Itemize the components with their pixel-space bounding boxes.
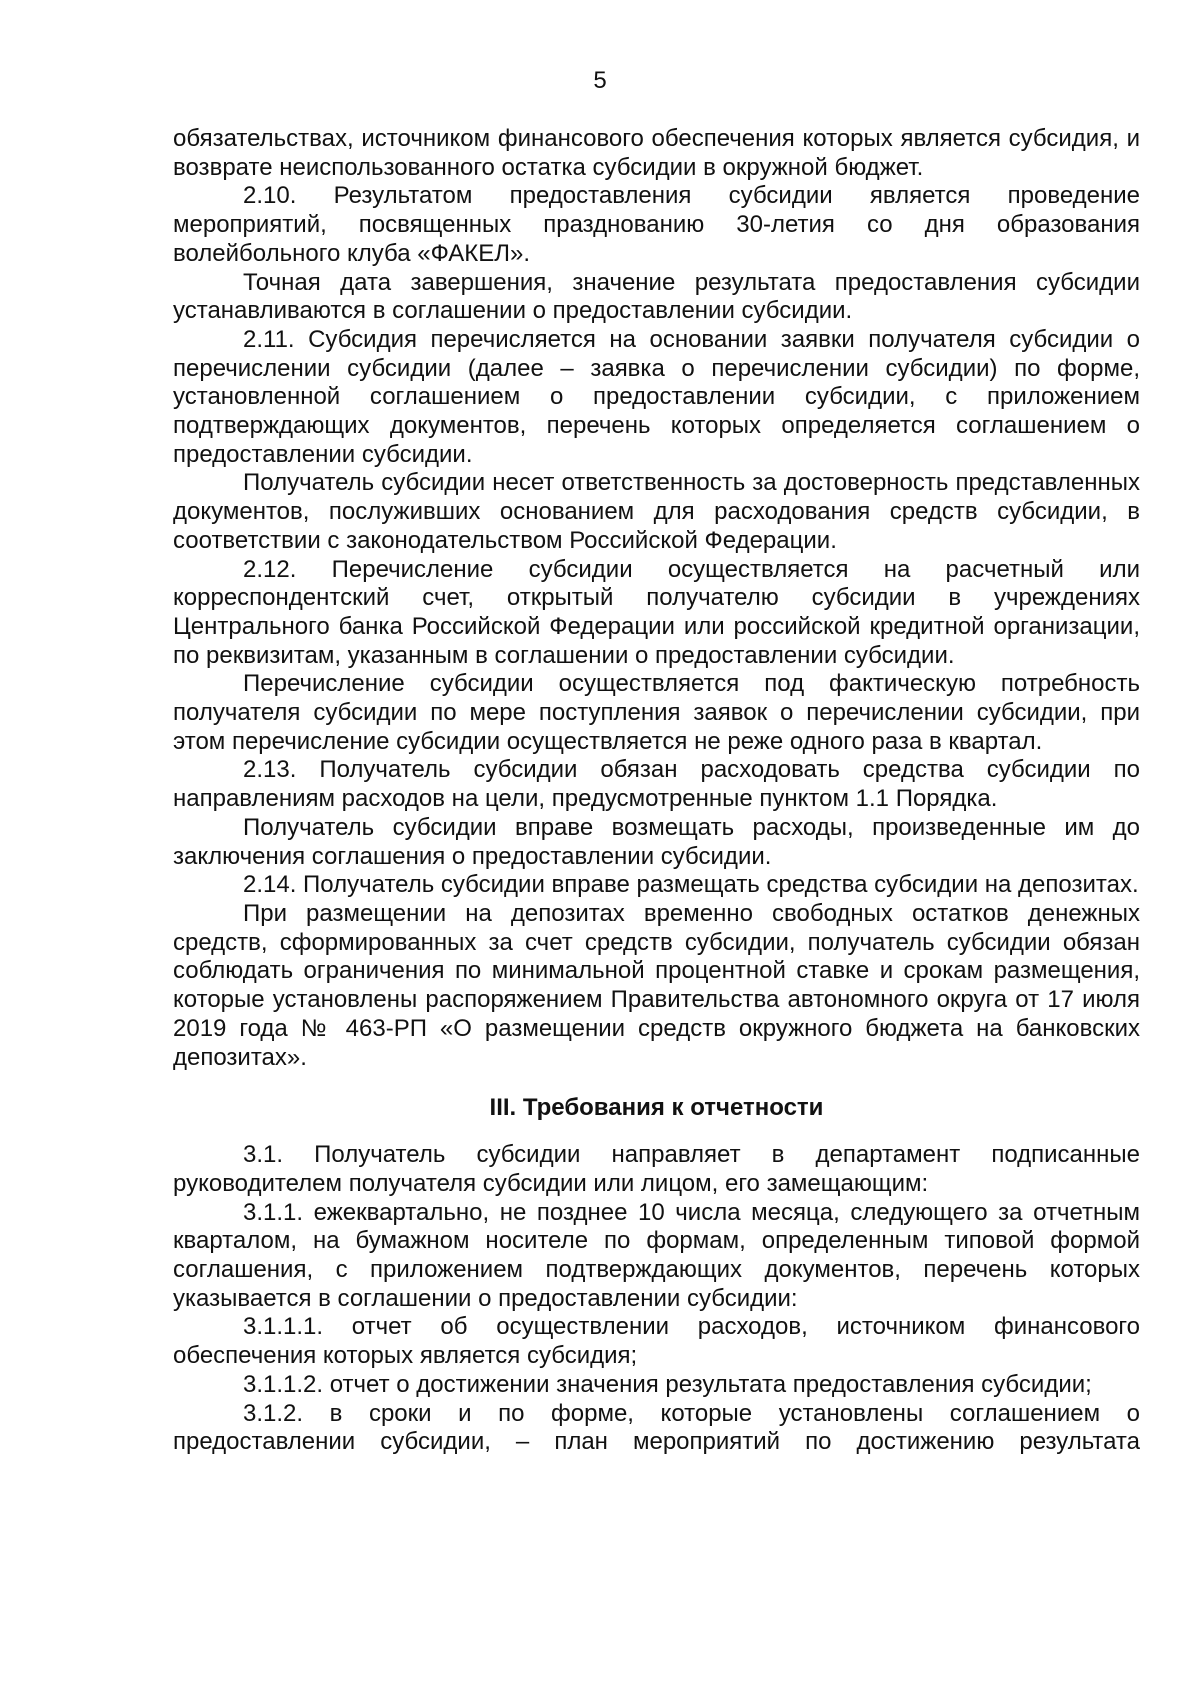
- section-three-text: [173, 1141, 1140, 1457]
- paragraph: 3.1. Получатель субсидии направляет в департамент подписанные руководителем получателя субсидии или лицом, его замещающим:: [173, 1141, 1140, 1197]
- section-heading: III. Требования к отчетности: [489, 1094, 824, 1122]
- paragraph: Получатель субсидии вправе возмещать расходы, произведенные им до заключения соглашения о предоставлении субсидии.: [173, 813, 1140, 870]
- paragraph: Получатель субсидии несет ответственность за достоверность представленных документов, послуживших основанием для расходования средств субсидии, в соответствии с законодательством Российской Федерации.: [173, 469, 1140, 554]
- paragraph: 2.11. Субсидия перечисляется на основании заявки получателя субсидии о перечислении субсидии (далее – заявка о перечислении субсидии) по форме, установленной соглашением о предоставлении субсидии, с приложением подтверждающих документов, перечень которых определяется соглашением о предоставлении субсидии.: [173, 325, 1140, 468]
- section-two-text: [173, 125, 1140, 1072]
- page-number: 5: [593, 67, 607, 94]
- paragraph: 3.1.1. ежеквартально, не позднее 10 числа месяца, следующего за отчетным кварталом, на бумажном носителе по формам, определенным типовой формой соглашения, с приложением подтверждающих документов, перечень которых указывается в соглашении о предоставлении субсидии:: [173, 1198, 1140, 1312]
- paragraph: Перечисление субсидии осуществляется под фактическую потребность получателя субсидии по мере поступления заявок о перечислении субсидии, при этом перечисление субсидии осуществляется не реже одного раза в квартал.: [173, 670, 1140, 755]
- paragraph: Точная дата завершения, значение результата предоставления субсидии устанавливаются в соглашении о предоставлении субсидии.: [173, 268, 1140, 325]
- paragraph: 3.1.2. в сроки и по форме, которые установлены соглашением о предоставлении субсидии, – план мероприятий по достижению результата: [173, 1399, 1140, 1456]
- paragraph: 2.14. Получатель субсидии вправе размещать средства субсидии на депозитах.: [243, 871, 1139, 899]
- paragraph: 2.10. Результатом предоставления субсидии является проведение мероприятий, посвященных празднованию 30-летия со дня образования волейбольного клуба «ФАКЕЛ».: [173, 182, 1140, 267]
- document-body: [173, 125, 1140, 1457]
- paragraph: При размещении на депозитах временно свободных остатков денежных средств, сформированных за счет средств субсидии, получатель субсидии обязан соблюдать ограничения по минимальной процентной ставке и срокам размещения, которые установлены распоряжением Правительства автономного округа от 17 июля 2019 года № 463-РП «О размещении средств окружного бюджета на банковских депозитах».: [173, 899, 1140, 1071]
- paragraph: 2.12. Перечисление субсидии осуществляется на расчетный или корреспондентский счет, открытый получателю субсидии в учреждениях Центрального банка Российской Федерации или российской кредитной организации, по реквизитам, указанным в соглашении о предоставлении субсидии.: [173, 555, 1140, 669]
- paragraph: 3.1.1.2. отчет о достижении значения результата предоставления субсидии;: [243, 1370, 1092, 1398]
- paragraph: 3.1.1.1. отчет об осуществлении расходов, источником финансового обеспечения которых является субсидия;: [173, 1313, 1140, 1370]
- paragraph: 2.13. Получатель субсидии обязан расходовать средства субсидии по направлениям расходов на цели, предусмотренные пунктом 1.1 Порядка.: [173, 756, 1140, 813]
- paragraph: обязательствах, источником финансового обеспечения которых является субсидия, и возврате неиспользованного остатка субсидии в окружной бюджет.: [173, 125, 1140, 181]
